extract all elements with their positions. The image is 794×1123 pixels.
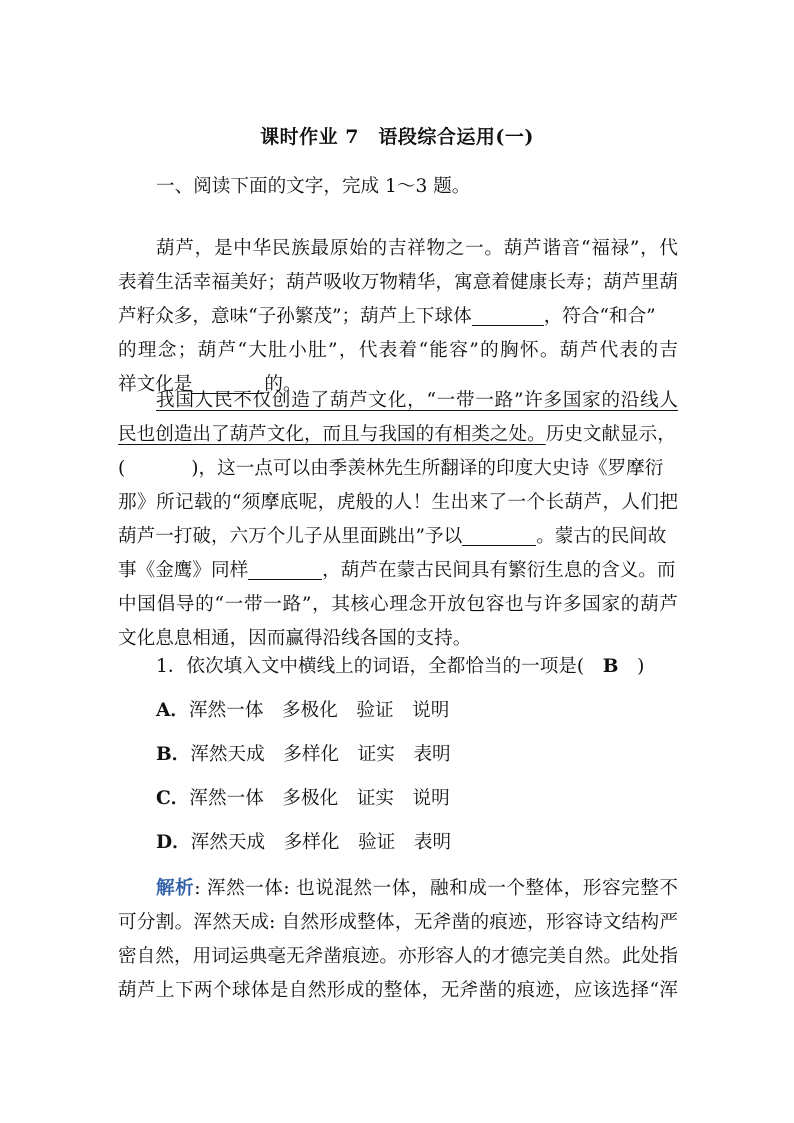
- p2-line-4: 那》所记载的“须摩底呢，虎般的人！生出来了一个长葫芦，人们把: [118, 492, 678, 513]
- p2-line-6-b: ，葫芦在蒙古民间具有繁衍生息的含义。而: [322, 560, 676, 581]
- question-1-close: ): [618, 656, 645, 677]
- question-1-stem-text: 1．依次填入文中横线上的词语，全都恰当的一项是(: [156, 656, 603, 677]
- analysis: [118, 872, 678, 1008]
- analysis-label: 解析: [156, 878, 195, 899]
- analysis-line-3: 密自然，用词运典毫无斧凿痕迹。亦形容人的才德完美自然。此处指: [118, 946, 678, 967]
- analysis-line-2: 可分割。浑然天成: 自然形成整体，无斧凿的痕迹，形容诗文结构严: [118, 912, 678, 933]
- p2-line-2: [118, 418, 678, 452]
- question-1-answer: B: [602, 656, 619, 677]
- p2-line-5: [118, 520, 678, 554]
- p2-line-5-b: 。蒙古的民间故: [536, 526, 667, 547]
- option-d: [118, 826, 678, 860]
- p1-line-3-a: 芦籽众多，意味“子孙繁茂”；葫芦上下球体: [118, 306, 472, 327]
- option-b-text: 浑然天成 多样化 证实 表明: [190, 744, 451, 765]
- answer-blank-1: [472, 303, 544, 326]
- option-a-text: 浑然一体 多极化 验证 说明: [189, 700, 450, 721]
- p2-line-5-a: 葫芦一打破，六万个儿子从里面跳出”予以: [118, 526, 463, 547]
- answer-blank-3: [462, 523, 536, 546]
- p1-line-3: [118, 300, 678, 334]
- passage-paragraph-2: [118, 384, 678, 656]
- answer-blank-4: [248, 557, 322, 580]
- option-d-letter: D．: [156, 832, 191, 853]
- p2-line-1-underlined: 我国人民不仅创造了葫芦文化，“一带一路”许多国家的沿线人: [156, 390, 678, 411]
- p2-line-2-underlined: 民也创造出了葫芦文化，而且与我国的有相类之处。: [118, 424, 546, 445]
- p1-line-2: 表着生活幸福美好；葫芦吸收万物精华，寓意着健康长寿；葫芦里葫: [118, 272, 678, 293]
- option-a: [118, 694, 678, 728]
- option-c-letter: C．: [156, 788, 190, 809]
- p1-line-5-a: 祥文化是: [118, 374, 193, 395]
- passage-paragraph-1: [118, 232, 678, 402]
- p1-line-5-b: 的。: [264, 374, 302, 395]
- instruction-text: 一、阅读下面的文字，完成 1～3 题。: [156, 176, 471, 197]
- option-d-text: 浑然天成 多样化 验证 表明: [190, 832, 452, 853]
- option-c: [118, 782, 678, 816]
- p1-line-1: 葫芦，是中华民族最原始的吉祥物之一。葫芦谐音“福禄”，代: [156, 238, 678, 259]
- analysis-line-1-text: : 浑然一体: 也说混然一体，融和成一个整体，形容完整不: [194, 878, 678, 899]
- page-title: 课时作业 7 语段综合运用(一): [260, 126, 534, 148]
- question-1-stem: [118, 650, 678, 684]
- analysis-line-4: 葫芦上下两个球体是自然形成的整体，无斧凿的痕迹，应该选择“浑: [118, 980, 678, 1001]
- option-b: [118, 738, 678, 772]
- p2-line-8: 文化息息相通，因而赢得沿线各国的支持。: [118, 628, 472, 649]
- option-c-text: 浑然一体 多极化 证实 说明: [189, 788, 450, 809]
- p2-line-3-open-paren: (: [118, 458, 126, 479]
- p2-line-6-a: 事《金鹰》同样: [118, 560, 249, 581]
- p2-line-3: [118, 452, 678, 486]
- analysis-line-1: [118, 872, 678, 906]
- p1-line-3-b: ，符合“和合”: [543, 306, 656, 327]
- p2-line-3-b: )，这一点可以由季羡林先生所翻译的印度大史诗《罗摩衍: [191, 458, 664, 479]
- question-1: [118, 650, 678, 684]
- instruction: [118, 170, 678, 204]
- option-a-letter: A．: [156, 700, 190, 721]
- option-b-letter: B．: [156, 744, 191, 765]
- p1-line-4: 的理念；葫芦“大肚小肚”，代表着“能容”的胸怀。葫芦代表的吉: [118, 340, 678, 361]
- p2-line-6: [118, 554, 678, 588]
- p2-line-7: 中国倡导的“一带一路”，其核心理念开放包容也与许多国家的葫芦: [118, 594, 678, 615]
- p2-line-2-b: 历史文献显示，: [545, 424, 676, 445]
